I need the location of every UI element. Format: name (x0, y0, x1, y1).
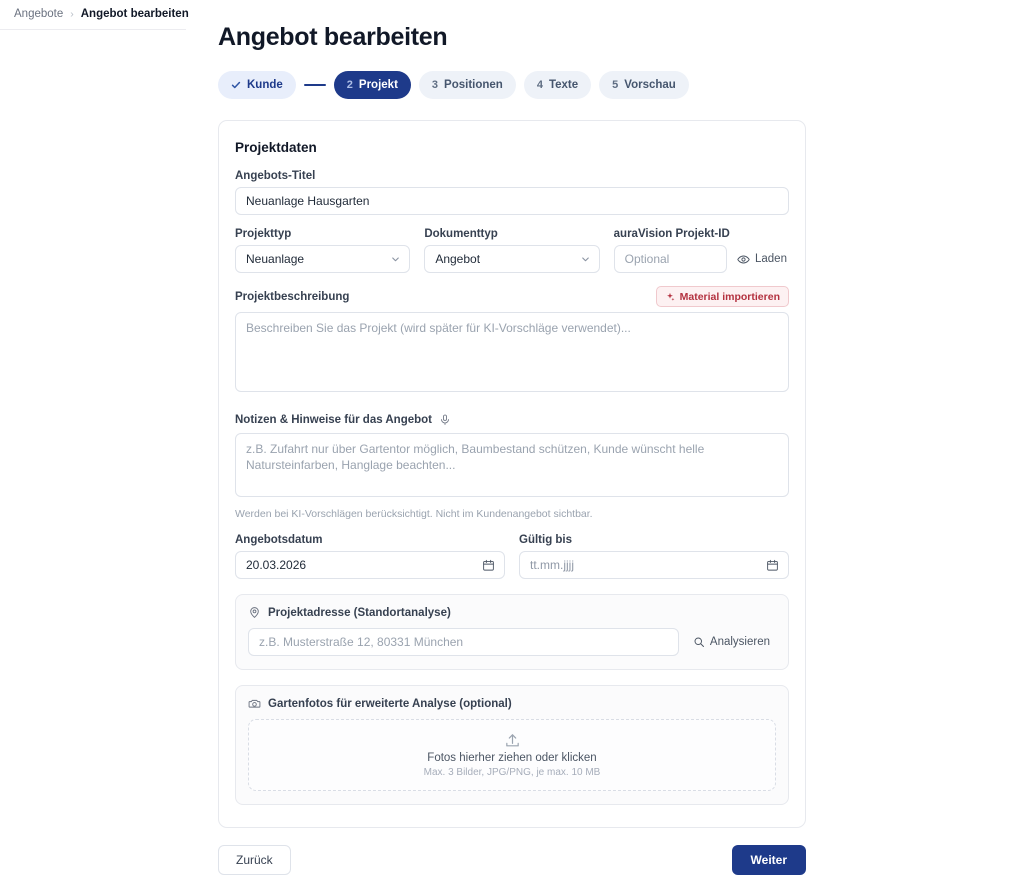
projektadresse-header (248, 606, 451, 619)
microphone-icon[interactable] (439, 414, 451, 426)
step-projekt-label: Projekt (358, 79, 398, 91)
analysieren-label: Analysieren (709, 636, 770, 648)
notizen-label: Notizen & Hinweise für das Angebot (235, 414, 433, 426)
gartenfotos-panel (235, 685, 789, 805)
breadcrumb-separator-icon: › (70, 8, 74, 20)
check-icon (231, 80, 241, 90)
material-importieren-button[interactable] (656, 286, 789, 307)
step-projekt-number: 2 (346, 79, 353, 91)
angebotsdatum-input[interactable] (235, 551, 505, 579)
auravision-label: auraVision Projekt-ID (613, 228, 730, 240)
step-vorschau-number: 5 (612, 79, 619, 91)
laden-button[interactable] (735, 245, 789, 273)
field-notizen (235, 410, 789, 520)
step-kunde-label: Kunde (247, 79, 283, 91)
field-angebots-titel (235, 170, 789, 215)
step-projekt[interactable] (334, 71, 411, 99)
field-gueltig-bis (519, 534, 789, 579)
step-positionen-label: Positionen (444, 79, 503, 91)
calendar-icon[interactable] (766, 559, 779, 572)
card-title: Projektdaten (235, 140, 317, 155)
foto-dropzone[interactable] (248, 719, 776, 791)
header-divider (0, 29, 186, 30)
step-texte-label: Texte (548, 79, 579, 91)
notizen-hint: Werden bei KI-Vorschlägen berücksichtigt. Nicht im Kundenangebot sichtbar. (235, 508, 593, 520)
field-auravision-id (614, 228, 789, 273)
angebots-titel-label: Angebots-Titel (235, 170, 316, 182)
camera-icon (248, 697, 261, 710)
notizen-textarea[interactable] (235, 433, 789, 497)
dokumenttyp-select[interactable] (424, 245, 599, 273)
analysieren-button[interactable] (687, 635, 776, 649)
projektdaten-card (218, 120, 806, 828)
step-positionen-number: 3 (431, 79, 439, 91)
wizard-actions (218, 845, 806, 875)
map-pin-icon (248, 606, 261, 619)
step-connector (304, 84, 326, 86)
projekttyp-select[interactable] (235, 245, 410, 273)
wizard-stepper (218, 71, 806, 99)
step-vorschau-label: Vorschau (624, 79, 676, 91)
field-projekttyp (235, 228, 410, 273)
field-projektbeschreibung (235, 286, 789, 397)
sparkle-icon (665, 292, 675, 302)
weiter-button[interactable]: Weiter (732, 845, 806, 875)
step-texte[interactable] (524, 71, 591, 99)
calendar-icon[interactable] (482, 559, 495, 572)
angebots-titel-input[interactable] (235, 187, 789, 215)
step-positionen[interactable] (419, 71, 516, 99)
dropzone-sub-text: Max. 3 Bilder, JPG/PNG, je max. 10 MB (423, 767, 601, 778)
gartenfotos-title: Gartenfotos für erweiterte Analyse (optional) (268, 697, 512, 710)
step-vorschau[interactable] (599, 71, 689, 99)
field-dokumenttyp (424, 228, 599, 273)
step-kunde[interactable] (218, 71, 296, 99)
breadcrumb (14, 8, 189, 20)
dropzone-main-text: Fotos hierher ziehen oder klicken (427, 752, 597, 764)
angebotsdatum-label: Angebotsdatum (235, 534, 323, 546)
gueltig-bis-input[interactable] (519, 551, 789, 579)
projektadresse-input[interactable] (248, 628, 679, 656)
dokumenttyp-label: Dokumenttyp (424, 228, 498, 240)
angebotsdatum-value: 20.03.2026 (246, 558, 307, 572)
main-content (218, 22, 806, 875)
projekttyp-label: Projekttyp (235, 228, 292, 240)
search-icon (693, 636, 705, 648)
field-angebotsdatum (235, 534, 505, 579)
gartenfotos-header (248, 697, 512, 710)
page-title: Angebot bearbeiten (218, 23, 448, 51)
auravision-input[interactable] (614, 245, 727, 273)
date-row (235, 534, 789, 579)
breadcrumb-link-angebote[interactable]: Angebote (14, 8, 64, 20)
gueltig-bis-label: Gültig bis (519, 534, 573, 546)
type-row (235, 228, 789, 273)
projektadresse-panel (235, 594, 789, 670)
material-importieren-label: Material importieren (679, 290, 780, 303)
gueltig-bis-placeholder: tt.mm.jjjj (530, 558, 574, 572)
projektbeschreibung-textarea[interactable] (235, 312, 789, 392)
eye-icon (737, 253, 750, 266)
step-texte-number: 4 (536, 79, 543, 91)
laden-button-label: Laden (755, 253, 787, 265)
breadcrumb-current: Angebot bearbeiten (80, 8, 189, 20)
projektbeschreibung-label: Projektbeschreibung (235, 290, 350, 303)
projektadresse-title: Projektadresse (Standortanalyse) (268, 606, 451, 619)
zurueck-button[interactable]: Zurück (218, 845, 291, 875)
upload-icon (504, 732, 521, 749)
